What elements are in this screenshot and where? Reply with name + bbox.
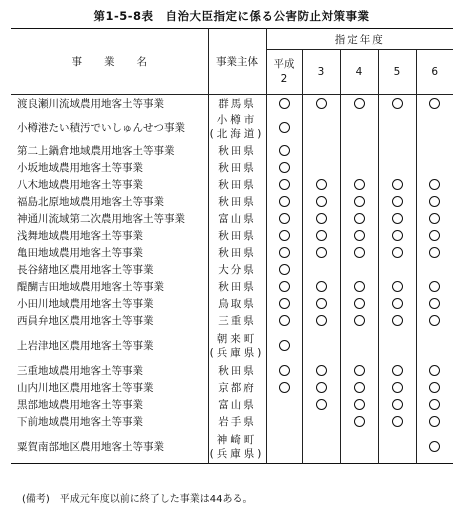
header-year-5: 5 [378,50,416,95]
table-row [11,142,453,159]
table-row [11,413,453,430]
year-mark-cell [266,244,302,261]
year-mark-cell [416,176,453,193]
header-year-6: 6 [416,50,453,95]
year-mark-cell [378,396,416,413]
header-entity: 事業主体 [208,29,266,95]
circle-mark-icon [429,399,440,410]
year-mark-cell [416,112,453,142]
entity-line: 群馬県 [218,98,256,110]
entity-line: 神崎町 [216,433,258,446]
year-mark-cell [266,379,302,396]
circle-mark-icon [429,315,440,326]
entity-cell [208,227,266,244]
year-mark-cell [416,193,453,210]
year-mark-cell [416,329,453,362]
project-name-cell: 山内川地区農用地客土等事業 [17,382,154,394]
year-mark-cell [378,329,416,362]
circle-mark-icon [429,441,440,452]
entity-line: (兵庫県) [209,447,265,460]
year-mark-cell [416,362,453,379]
pollution-projects-table [11,28,453,464]
year-mark-cell [266,329,302,362]
entity-cell [208,244,266,261]
circle-mark-icon [279,122,290,133]
circle-mark-icon [279,340,290,351]
year-mark-cell [416,413,453,430]
entity-cell [208,295,266,312]
entity-line: 秋田県 [218,281,256,293]
circle-mark-icon [429,98,440,109]
table-title: 第1-5-8表 自治大臣指定に係る公害防止対策事業 [93,9,370,23]
circle-mark-icon [279,145,290,156]
year-mark-cell [340,379,378,396]
circle-mark-icon [354,365,365,376]
entity-line: 秋田県 [218,145,256,157]
project-name-cell: 浅舞地域農用地客土等事業 [17,230,143,242]
year-mark-cell [340,176,378,193]
year-mark-cell [340,261,378,278]
year-mark-cell [416,379,453,396]
year-mark-cell [302,413,340,430]
entity-line: 秋田県 [218,365,256,377]
circle-mark-icon [279,196,290,207]
entity-line: (北海道) [209,128,265,140]
header-project-name: 事業名 [11,29,208,95]
year-mark-cell [302,379,340,396]
circle-mark-icon [316,382,327,393]
circle-mark-icon [354,315,365,326]
entity-line: 三重県 [218,315,256,327]
circle-mark-icon [429,365,440,376]
year-mark-cell [340,278,378,295]
circle-mark-icon [354,416,365,427]
year-mark-cell [416,142,453,159]
year-mark-cell [266,112,302,142]
entity-line: 秋田県 [218,196,256,208]
table-row [11,379,453,396]
circle-mark-icon [316,196,327,207]
circle-mark-icon [429,382,440,393]
project-name-cell: 渡良瀬川流域農用地客土等事業 [17,98,164,110]
entity-cell [208,142,266,159]
year-mark-cell [416,312,453,329]
year-mark-cell [378,278,416,295]
year-mark-cell [378,210,416,227]
table-row [11,95,453,113]
table-row [11,295,453,312]
entity-cell [208,176,266,193]
entity-line: 秋田県 [218,247,256,259]
year-mark-cell [266,142,302,159]
circle-mark-icon [279,247,290,258]
project-name-cell: 神通川流域第二次農用地客土等事業 [17,213,185,225]
entity-cell [208,312,266,329]
year-mark-cell [302,261,340,278]
year-mark-cell [266,210,302,227]
entity-cell [208,396,266,413]
year-mark-cell [302,159,340,176]
circle-mark-icon [316,298,327,309]
year-mark-cell [340,193,378,210]
circle-mark-icon [354,298,365,309]
year-mark-cell [378,95,416,113]
year-mark-cell [416,396,453,413]
circle-mark-icon [429,213,440,224]
entity-line: 大分県 [218,264,256,276]
circle-mark-icon [392,196,403,207]
circle-mark-icon [279,98,290,109]
year-mark-cell [378,312,416,329]
year-mark-cell [340,362,378,379]
year-mark-cell [302,210,340,227]
year-mark-cell [340,227,378,244]
year-mark-cell [340,142,378,159]
year-mark-cell [416,244,453,261]
year-mark-cell [302,142,340,159]
entity-cell [208,329,266,362]
circle-mark-icon [429,298,440,309]
circle-mark-icon [354,247,365,258]
year-mark-cell [266,278,302,295]
year-mark-cell [302,295,340,312]
year-mark-cell [378,379,416,396]
circle-mark-icon [392,315,403,326]
project-name-cell: 八木地域農用地客土等事業 [17,179,143,191]
circle-mark-icon [392,179,403,190]
circle-mark-icon [279,213,290,224]
year-mark-cell [378,112,416,142]
circle-mark-icon [392,247,403,258]
year-mark-cell [302,244,340,261]
year-mark-cell [340,295,378,312]
entity-cell [208,159,266,176]
entity-line: 朝来町 [216,332,258,345]
year-mark-cell [378,413,416,430]
table-row [11,329,453,362]
project-name-cell: 亀田地域農用地客土等事業 [17,247,143,259]
table-row [11,278,453,295]
year-mark-cell [302,112,340,142]
circle-mark-icon [392,399,403,410]
table-row [11,159,453,176]
project-name-cell: 西員弁地区農用地客土等事業 [17,315,154,327]
year-mark-cell [416,159,453,176]
table-body [11,95,453,464]
circle-mark-icon [392,365,403,376]
table-row [11,430,453,464]
circle-mark-icon [429,179,440,190]
circle-mark-icon [429,196,440,207]
circle-mark-icon [279,264,290,275]
entity-line: 富山県 [218,399,256,411]
project-name-cell: 長谷緒地区農用地客土等事業 [17,264,154,276]
year-mark-cell [266,295,302,312]
circle-mark-icon [429,230,440,241]
project-name-cell: 福島北原地域農用地客土等事業 [17,196,164,208]
project-name-cell: 下前地域農用地客土等事業 [17,416,143,428]
year-mark-cell [340,159,378,176]
circle-mark-icon [392,382,403,393]
year-mark-cell [340,95,378,113]
year-mark-cell [416,278,453,295]
circle-mark-icon [354,179,365,190]
project-name-cell: 上岩津地区農用地客土等事業 [17,340,154,352]
year-mark-cell [266,413,302,430]
entity-cell [208,210,266,227]
year-mark-cell [302,362,340,379]
table-row [11,227,453,244]
project-name-cell: 醍醐吉田地域農用地客土等事業 [17,281,164,293]
circle-mark-icon [279,179,290,190]
circle-mark-icon [392,416,403,427]
entity-cell [208,413,266,430]
entity-cell [208,379,266,396]
circle-mark-icon [429,247,440,258]
table-row [11,396,453,413]
year-mark-cell [378,362,416,379]
entity-line: 京都府 [218,382,256,394]
header-year-h2: 平成 2 [266,50,302,95]
circle-mark-icon [354,196,365,207]
year-mark-cell [378,159,416,176]
project-name-cell: 小樽港たい積汚でいしゅんせつ事業 [17,121,185,134]
circle-mark-icon [279,230,290,241]
entity-line: 岩手県 [218,416,256,428]
year-mark-cell [266,227,302,244]
table-row [11,244,453,261]
circle-mark-icon [354,213,365,224]
footnote: (備考) 平成元年度以前に終了した事業は44ある。 [22,494,253,505]
entity-cell [208,278,266,295]
circle-mark-icon [316,247,327,258]
year-mark-cell [302,176,340,193]
entity-cell [208,362,266,379]
circle-mark-icon [354,382,365,393]
header-year-4: 4 [340,50,378,95]
year-mark-cell [416,261,453,278]
table-row [11,312,453,329]
year-mark-cell [302,329,340,362]
table-row [11,176,453,193]
circle-mark-icon [392,230,403,241]
entity-line: 秋田県 [218,179,256,191]
circle-mark-icon [429,281,440,292]
year-mark-cell [302,430,340,464]
circle-mark-icon [316,315,327,326]
circle-mark-icon [279,162,290,173]
header-year-3: 3 [302,50,340,95]
project-name-cell: 粟賀南部地区農用地客土等事業 [17,441,164,453]
year-mark-cell [416,227,453,244]
project-name-cell: 第二上鍋倉地域農用地客土等事業 [17,145,175,157]
year-mark-cell [340,112,378,142]
year-mark-cell [266,176,302,193]
header-designation-year: 指定年度 [266,29,453,50]
circle-mark-icon [316,365,327,376]
circle-mark-icon [316,179,327,190]
year-mark-cell [378,261,416,278]
year-mark-cell [266,430,302,464]
year-mark-cell [378,142,416,159]
project-name-cell: 黒部地域農用地客土等事業 [17,399,143,411]
year-mark-cell [340,329,378,362]
circle-mark-icon [316,399,327,410]
circle-mark-icon [429,416,440,427]
table-row [11,261,453,278]
entity-line: 秋田県 [218,230,256,242]
year-mark-cell [266,261,302,278]
project-name-cell: 小田川地域農用地客土等事業 [17,298,154,310]
entity-cell [208,430,266,464]
year-mark-cell [416,210,453,227]
project-name-cell: 小坂地域農用地客土等事業 [17,162,143,174]
entity-cell [208,193,266,210]
entity-line: 小樽市 [216,114,258,126]
table-row [11,112,453,142]
year-mark-cell [340,244,378,261]
circle-mark-icon [392,213,403,224]
table-row [11,210,453,227]
year-mark-cell [416,295,453,312]
circle-mark-icon [316,230,327,241]
circle-mark-icon [279,281,290,292]
year-mark-cell [266,396,302,413]
year-mark-cell [378,295,416,312]
circle-mark-icon [316,281,327,292]
year-mark-cell [302,193,340,210]
entity-cell [208,261,266,278]
year-mark-cell [302,95,340,113]
year-mark-cell [340,210,378,227]
circle-mark-icon [279,298,290,309]
year-mark-cell [266,312,302,329]
circle-mark-icon [279,365,290,376]
year-mark-cell [378,176,416,193]
entity-cell [208,95,266,113]
circle-mark-icon [316,98,327,109]
year-mark-cell [340,430,378,464]
entity-line: 鳥取県 [218,298,256,310]
year-mark-cell [378,227,416,244]
project-name-cell: 三重地域農用地客土等事業 [17,365,143,377]
year-mark-cell [266,193,302,210]
year-mark-cell [266,95,302,113]
entity-line: 秋田県 [218,162,256,174]
circle-mark-icon [392,281,403,292]
year-mark-cell [302,396,340,413]
year-mark-cell [340,396,378,413]
circle-mark-icon [354,98,365,109]
year-mark-cell [340,413,378,430]
year-mark-cell [340,312,378,329]
circle-mark-icon [392,98,403,109]
entity-cell [208,112,266,142]
year-mark-cell [416,430,453,464]
table-row [11,362,453,379]
entity-line: 富山県 [218,213,256,225]
table-row [11,193,453,210]
circle-mark-icon [316,213,327,224]
year-mark-cell [378,193,416,210]
year-mark-cell [378,430,416,464]
circle-mark-icon [279,382,290,393]
circle-mark-icon [279,315,290,326]
circle-mark-icon [354,281,365,292]
year-mark-cell [266,159,302,176]
year-mark-cell [302,312,340,329]
year-mark-cell [416,95,453,113]
year-mark-cell [378,244,416,261]
year-mark-cell [266,362,302,379]
circle-mark-icon [354,399,365,410]
circle-mark-icon [392,298,403,309]
circle-mark-icon [354,230,365,241]
year-mark-cell [302,278,340,295]
year-mark-cell [302,227,340,244]
entity-line: (兵庫県) [209,346,265,359]
